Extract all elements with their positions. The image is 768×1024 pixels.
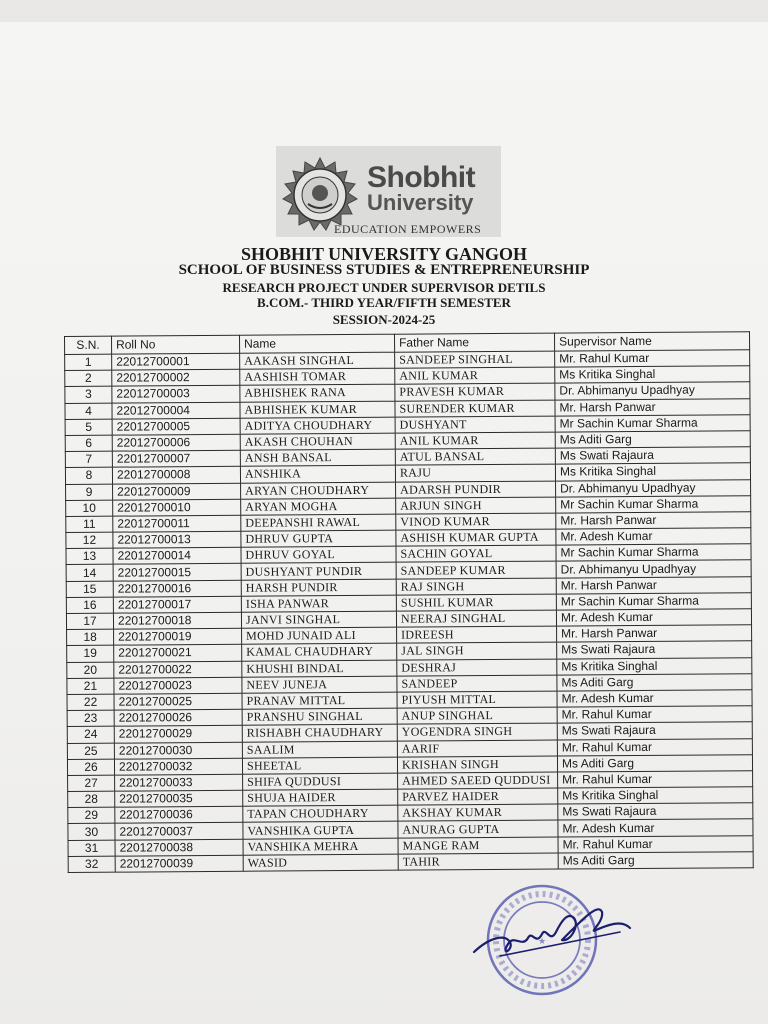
father-name-cell: PRAVESH KUMAR: [395, 383, 555, 400]
supervisor-name-cell: Ms Aditi Garg: [557, 673, 752, 691]
father-name-cell: ATUL BANSAL: [395, 448, 555, 465]
serial-number-cell: 11: [66, 516, 113, 533]
supervisor-name-cell: Ms Swati Rajaura: [555, 447, 750, 465]
student-name-cell: ARYAN CHOUDHARY: [241, 482, 396, 499]
father-name-cell: DUSHYANT: [395, 416, 555, 433]
roll-no-cell: 22012700003: [112, 386, 240, 403]
roll-no-cell: 22012700029: [114, 726, 242, 743]
roll-no-cell: 22012700026: [114, 709, 242, 726]
student-name-cell: VANSHIKA GUPTA: [243, 822, 398, 839]
student-name-cell: ANSH BANSAL: [240, 449, 395, 466]
serial-number-cell: 6: [65, 435, 112, 452]
supervisor-name-cell: Ms Aditi Garg: [555, 431, 750, 449]
roll-no-cell: 22012700011: [113, 515, 241, 532]
father-name-cell: NEERAJ SINGHAL: [396, 610, 556, 627]
serial-number-cell: 8: [65, 467, 112, 484]
roll-no-cell: 22012700035: [115, 790, 243, 807]
father-name-cell: YOGENDRA SINGH: [397, 723, 557, 740]
supervisor-name-cell: Ms Kritika Singhal: [555, 463, 750, 481]
svg-text:★: ★: [537, 936, 547, 946]
serial-number-cell: 15: [66, 581, 113, 598]
roll-no-cell: 22012700038: [115, 839, 243, 856]
student-name-cell: HARSH PUNDIR: [241, 579, 396, 596]
father-name-cell: JAL SINGH: [397, 642, 557, 659]
student-name-cell: RISHABH CHAUDHARY: [242, 724, 397, 741]
roll-no-cell: 22012700023: [114, 677, 242, 694]
serial-number-cell: 14: [66, 565, 113, 582]
supervisor-name-cell: Mr. Adesh Kumar: [556, 609, 751, 627]
father-name-cell: IDREESH: [397, 626, 557, 643]
serial-number-cell: 23: [67, 710, 114, 727]
roll-no-cell: 22012700013: [113, 531, 241, 548]
father-name-cell: RAJU: [395, 464, 555, 481]
supervisor-name-cell: Ms Kritika Singhal: [555, 366, 750, 384]
serial-number-cell: 28: [68, 791, 115, 808]
university-title: SHOBHIT UNIVERSITY GANGOH: [240, 244, 528, 264]
father-name-cell: AHMED SAEED QUDDUSI: [398, 772, 558, 789]
supervisor-name-cell: Mr. Rahul Kumar: [557, 706, 752, 724]
supervisor-name-cell: Ms Swati Rajaura: [557, 722, 752, 740]
father-name-cell: ASHISH KUMAR GUPTA: [396, 529, 556, 546]
supervisor-name-cell: Dr. Abhimanyu Upadhyay: [555, 382, 750, 400]
supervisor-name-cell: Ms Swati Rajaura: [557, 641, 752, 659]
student-name-cell: SHUJA HAIDER: [243, 789, 398, 806]
serial-number-cell: 31: [68, 840, 115, 857]
serial-number-cell: 5: [65, 419, 112, 436]
roll-no-cell: 22012700021: [114, 645, 242, 662]
header-name: Name: [239, 334, 394, 353]
father-name-cell: ADARSH PUNDIR: [396, 481, 556, 498]
father-name-cell: AARIF: [397, 740, 557, 757]
serial-number-cell: 16: [66, 597, 113, 614]
roll-no-cell: 22012700005: [112, 418, 240, 435]
header-sn: S.N.: [65, 336, 112, 354]
supervisor-name-cell: Ms Aditi Garg: [558, 852, 753, 870]
student-name-cell: PRANSHU SINGHAL: [242, 708, 397, 725]
document-page: [0, 22, 768, 1024]
father-name-cell: SANDEEP SINGHAL: [395, 351, 555, 368]
father-name-cell: MANGE RAM: [398, 837, 558, 854]
student-name-cell: ARYAN MOGHA: [241, 498, 396, 515]
logo-wordmark-university: University: [367, 190, 474, 215]
supervisor-name-cell: Mr Sachin Kumar Sharma: [555, 414, 750, 432]
serial-number-cell: 1: [65, 354, 112, 371]
supervisor-name-cell: Dr. Abhimanyu Upadhyay: [556, 560, 751, 578]
student-name-cell: MOHD JUNAID ALI: [242, 627, 397, 644]
supervisor-name-cell: Mr Sachin Kumar Sharma: [556, 593, 751, 611]
father-name-cell: SANDEEP KUMAR: [396, 562, 556, 579]
supervisor-name-cell: Mr Sachin Kumar Sharma: [556, 544, 751, 562]
supervisor-name-cell: Mr. Rahul Kumar: [555, 350, 750, 368]
student-name-cell: TAPAN CHOUDHARY: [243, 805, 398, 822]
student-name-cell: JANVI SINGHAL: [241, 611, 396, 628]
student-name-cell: VANSHIKA MEHRA: [243, 838, 398, 855]
serial-number-cell: 3: [65, 387, 112, 404]
father-name-cell: PIYUSH MITTAL: [397, 691, 557, 708]
father-name-cell: SANDEEP: [397, 675, 557, 692]
school-title: SCHOOL OF BUSINESS STUDIES & ENTREPRENEURSHIP: [178, 262, 590, 278]
father-name-cell: ANURAG GUPTA: [398, 821, 558, 838]
student-name-cell: AKASH CHOUHAN: [240, 433, 395, 450]
supervisor-name-cell: Mr. Harsh Panwar: [555, 398, 750, 416]
roll-no-cell: 22012700006: [112, 434, 240, 451]
supervisor-name-cell: Ms Swati Rajaura: [558, 803, 753, 821]
father-name-cell: PARVEZ HAIDER: [398, 788, 558, 805]
supervisor-name-cell: Mr. Rahul Kumar: [558, 835, 753, 853]
serial-number-cell: 18: [67, 629, 114, 646]
serial-number-cell: 21: [67, 678, 114, 695]
supervisor-name-cell: Ms Aditi Garg: [557, 754, 752, 772]
logo-tagline: EDUCATION EMPOWERS: [334, 222, 482, 236]
supervisor-name-cell: Mr. Adesh Kumar: [558, 819, 753, 837]
logo-wordmark-shobhit: Shobhit: [367, 161, 476, 194]
father-name-cell: KRISHAN SINGH: [397, 756, 557, 773]
father-name-cell: ANIL KUMAR: [395, 367, 555, 384]
father-name-cell: RAJ SINGH: [396, 578, 556, 595]
student-name-cell: NEEV JUNEJA: [242, 676, 397, 693]
roll-no-cell: 22012700033: [115, 774, 243, 791]
project-title: RESEARCH PROJECT UNDER SUPERVISOR DETILS: [222, 280, 546, 295]
roll-no-cell: 22012700032: [114, 758, 242, 775]
roll-no-cell: 22012700002: [112, 369, 240, 386]
roll-no-cell: 22012700009: [113, 483, 241, 500]
student-name-cell: SHEETAL: [242, 757, 397, 774]
supervisor-name-cell: Mr Sachin Kumar Sharma: [556, 495, 751, 513]
supervisor-name-cell: Mr. Rahul Kumar: [557, 738, 752, 756]
father-name-cell: AKSHAY KUMAR: [398, 804, 558, 821]
serial-number-cell: 7: [65, 451, 112, 468]
student-name-cell: PRANAV MITTAL: [242, 692, 397, 709]
student-name-cell: AAKASH SINGHAL: [240, 352, 395, 369]
roll-no-cell: 22012700015: [113, 564, 241, 581]
supervisor-name-cell: Mr. Adesh Kumar: [557, 690, 752, 708]
father-name-cell: ARJUN SINGH: [396, 497, 556, 514]
student-name-cell: ADITYA CHOUDHARY: [240, 417, 395, 434]
roll-no-cell: 22012700019: [114, 628, 242, 645]
serial-number-cell: 2: [65, 370, 112, 387]
father-name-cell: ANUP SINGHAL: [397, 707, 557, 724]
serial-number-cell: 30: [68, 824, 115, 841]
roll-no-cell: 22012700017: [113, 596, 241, 613]
roll-no-cell: 22012700016: [113, 580, 241, 597]
supervisor-name-cell: Ms Kritika Singhal: [557, 657, 752, 675]
student-name-cell: SAALIM: [242, 741, 397, 758]
student-name-cell: DHRUV GUPTA: [241, 530, 396, 547]
student-name-cell: ABHISHEK RANA: [240, 385, 395, 402]
roll-no-cell: 22012700018: [113, 612, 241, 629]
serial-number-cell: 27: [68, 775, 115, 792]
supervisor-name-cell: Mr. Harsh Panwar: [557, 625, 752, 643]
session-title: SESSION-2024-25: [332, 312, 436, 327]
student-supervisor-table: [64, 331, 754, 873]
serial-number-cell: 32: [68, 856, 115, 873]
header-father-name: Father Name: [394, 333, 554, 352]
roll-no-cell: 22012700030: [114, 742, 242, 759]
serial-number-cell: 19: [67, 646, 114, 663]
official-stamp-with-signature: [470, 882, 640, 1007]
student-name-cell: DHRUV GOYAL: [241, 546, 396, 563]
student-name-cell: SHIFA QUDDUSI: [243, 773, 398, 790]
serial-number-cell: 24: [67, 726, 114, 743]
student-name-cell: KHUSHI BINDAL: [242, 660, 397, 677]
student-name-cell: ANSHIKA: [240, 466, 395, 483]
roll-no-cell: 22012700007: [112, 450, 240, 467]
serial-number-cell: 20: [67, 662, 114, 679]
student-name-cell: KAMAL CHAUDHARY: [242, 644, 397, 661]
father-name-cell: TAHIR: [398, 853, 558, 870]
student-name-cell: DEEPANSHI RAWAL: [241, 514, 396, 531]
roll-no-cell: 22012700039: [115, 855, 243, 872]
serial-number-cell: 25: [67, 743, 114, 760]
serial-number-cell: 13: [66, 548, 113, 565]
father-name-cell: DESHRAJ: [397, 659, 557, 676]
father-name-cell: SACHIN GOYAL: [396, 545, 556, 562]
roll-no-cell: 22012700036: [115, 807, 243, 824]
university-logo: [276, 146, 501, 237]
header-supervisor-name: Supervisor Name: [554, 332, 749, 351]
supervisor-name-cell: Mr. Rahul Kumar: [558, 771, 753, 789]
student-name-cell: WASID: [243, 854, 398, 871]
student-name-cell: ABHISHEK KUMAR: [240, 401, 395, 418]
table-body: [65, 350, 754, 873]
supervisor-name-cell: Mr. Harsh Panwar: [556, 576, 751, 594]
father-name-cell: ANIL KUMAR: [395, 432, 555, 449]
serial-number-cell: 10: [66, 500, 113, 517]
roll-no-cell: 22012700014: [113, 548, 241, 565]
father-name-cell: SUSHIL KUMAR: [396, 594, 556, 611]
serial-number-cell: 17: [66, 613, 113, 630]
serial-number-cell: 4: [65, 403, 112, 420]
supervisor-name-cell: Ms Kritika Singhal: [558, 787, 753, 805]
roll-no-cell: 22012700037: [115, 823, 243, 840]
roll-no-cell: 22012700025: [114, 693, 242, 710]
serial-number-cell: 9: [66, 484, 113, 501]
student-name-cell: DUSHYANT PUNDIR: [241, 563, 396, 580]
father-name-cell: VINOD KUMAR: [396, 513, 556, 530]
serial-number-cell: 12: [66, 532, 113, 549]
roll-no-cell: 22012700022: [114, 661, 242, 678]
roll-no-cell: 22012700001: [112, 353, 240, 370]
roll-no-cell: 22012700010: [113, 499, 241, 516]
serial-number-cell: 26: [67, 759, 114, 776]
student-name-cell: AASHISH TOMAR: [240, 368, 395, 385]
father-name-cell: SURENDER KUMAR: [395, 400, 555, 417]
supervisor-name-cell: Mr. Harsh Panwar: [556, 512, 751, 530]
supervisor-name-cell: Dr. Abhimanyu Upadhyay: [556, 479, 751, 497]
roll-no-cell: 22012700008: [112, 467, 240, 484]
roll-no-cell: 22012700004: [112, 402, 240, 419]
supervisor-name-cell: Mr. Adesh Kumar: [556, 528, 751, 546]
header-roll-no: Roll No: [112, 335, 240, 354]
student-name-cell: ISHA PANWAR: [241, 595, 396, 612]
serial-number-cell: 29: [68, 807, 115, 824]
course-title: B.COM.- THIRD YEAR/FIFTH SEMESTER: [257, 295, 511, 310]
serial-number-cell: 22: [67, 694, 114, 711]
